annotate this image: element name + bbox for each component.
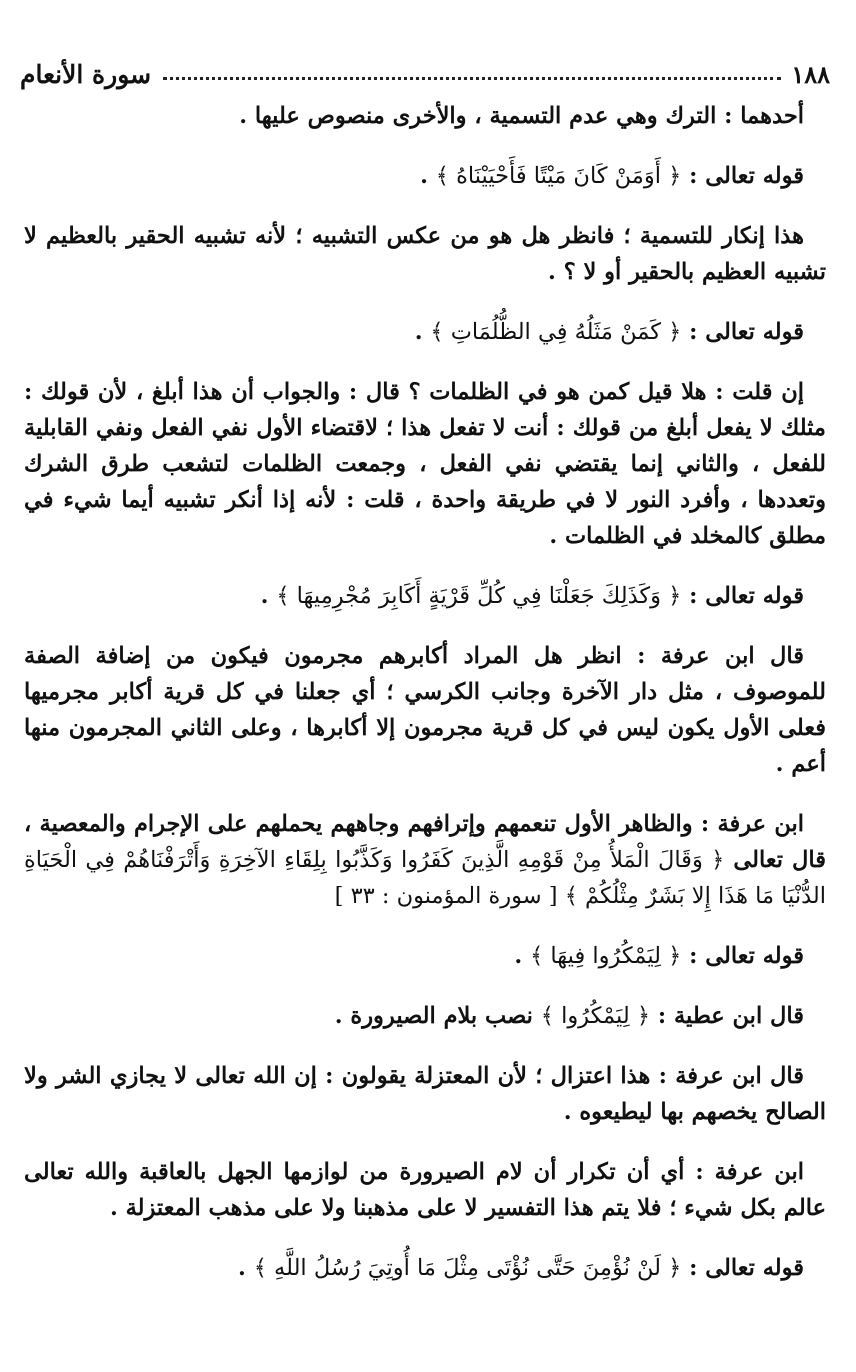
paragraph-2: هذا إنكار للتسمية ؛ فانظر هل هو من عكس التشبيه ؛ لأنه تشبيه الحقير بالعظيم لا تشبيه العظيم بالحقير أو لا ؟ . (24, 223, 826, 285)
paragraph-8: ابن عرفة : أي أن تكرار أن لام الصيرورة من لوازمها الجهل بالعاقبة والله تعالى عالم بكل شيء ؛ فلا يتم هذا التفسير لا على مذهبنا ولا على مذهب المعتزلة . (24, 1159, 826, 1221)
punctuation: . (514, 943, 531, 969)
punctuation: . (260, 583, 277, 609)
paragraph-text: ابن عرفة : والظاهر الأول تنعمهم وإترافهم وجاههم يحملهم على الإجرام والمعصية ، قال تعالى (24, 811, 826, 873)
quran-verse: ﴿ لِيَمْكُرُوا فِيهَا ﴾ (530, 943, 682, 969)
qawluhu-label: قوله تعالى : (681, 163, 804, 189)
quran-verse: ﴿ لِيَمْكُرُوا ﴾ (540, 1003, 651, 1029)
punctuation: . (238, 1255, 254, 1281)
paragraph-5 (24, 806, 826, 914)
punctuation: . (420, 163, 436, 189)
paragraph-1: أحدهما : الترك وهي عدم التسمية ، والأخرى منصوص عليها . (239, 103, 804, 129)
verse-citation-1 (24, 158, 826, 194)
running-head (20, 56, 830, 92)
punctuation: . (414, 319, 431, 345)
paragraph-text: قال ابن عطية : (650, 1003, 804, 1029)
quran-verse: ﴿ كَمَنْ مَثَلُهُ فِي الظُّلُمَاتِ ﴾ (430, 319, 682, 345)
header-dotted-leader (163, 77, 781, 80)
qawluhu-label: قوله تعالى : (681, 319, 804, 345)
quran-verse: ﴿ أَوَمَنْ كَانَ مَيْتًا فَأَحْيَيْنَاهُ ﴾ (435, 163, 682, 189)
paragraph-3: إن قلت : هلا قيل كمن هو في الظلمات ؟ قال : والجواب أن هذا أبلغ ، لأن قولك : مثلك لا يفعل أبلغ من قولك : أنت لا تفعل هذا ؛ لاقتضاء الأول نفي الفعل ونفي القابلية للفعل ، والثاني إنما يقتضي نفي الفعل ، وجمعت الظلمات لتشعب طرق الشرك وتعددها ، وأفرد النور لا في طريقة واحدة ، قلت : لأنه إذا أنكر تشبيه أيما شيء في مطلق كالمخلد في الظلمات . (24, 379, 826, 549)
verse-citation-4 (24, 938, 826, 974)
qawluhu-label: قوله تعالى : (681, 1255, 804, 1281)
paragraph-7: قال ابن عرفة : هذا اعتزال ؛ لأن المعتزلة يقولون : إن الله تعالى لا يجازي الشر ولا الصالح يخصهم بها ليطيعوه . (24, 1063, 826, 1125)
paragraph-4: قال ابن عرفة : انظر هل المراد أكابرهم مجرمون فيكون من إضافة الصفة للموصوف ، مثل دار الآخرة وجانب الكرسي ؛ أي جعلنا في كل قرية أكابر مجرميها فعلى الأول يكون ليس في كل قرية مجرمون إلا أكابرها ، وعلى الثاني المجرمون منها أعم . (24, 643, 826, 777)
paragraph-text: نصب بلام الصيرورة . (334, 1003, 541, 1029)
qawluhu-label: قوله تعالى : (681, 943, 804, 969)
commentary-text (24, 98, 826, 1286)
verse-citation-3 (24, 578, 826, 614)
paragraph-6 (24, 998, 826, 1034)
qawluhu-label: قوله تعالى : (681, 583, 804, 609)
quran-verse: ﴿ لَنْ نُؤْمِنَ حَتَّى نُؤْتَى مِثْلَ مَا أُوتِيَ رُسُلُ اللَّهِ ﴾ (253, 1255, 682, 1281)
quran-verse: ﴿ وَكَذَلِكَ جَعَلْنَا فِي كُلِّ قَرْيَةٍ أَكَابِرَ مُجْرِمِيهَا ﴾ (276, 583, 682, 609)
page-number: ١٨٨ (791, 59, 830, 89)
quran-verse: ﴿ وَقَالَ الْمَلأُ مِنْ قَوْمِهِ الَّذِينَ كَفَرُوا وَكَذَّبُوا بِلِقَاءِ الآخِرَةِ وَأَتْرَفْنَاهُمْ فِي الْحَيَاةِ الدُّنْيَا مَا هَذَا إِلا بَشَرٌ مِثْلُكُمْ ﴾ (24, 847, 826, 909)
verse-citation-2 (24, 314, 826, 350)
surah-reference: [ سورة المؤمنون : ٣٣ ] (334, 883, 565, 909)
surah-title: سورة الأنعام (20, 59, 152, 89)
verse-citation-5 (24, 1250, 826, 1286)
